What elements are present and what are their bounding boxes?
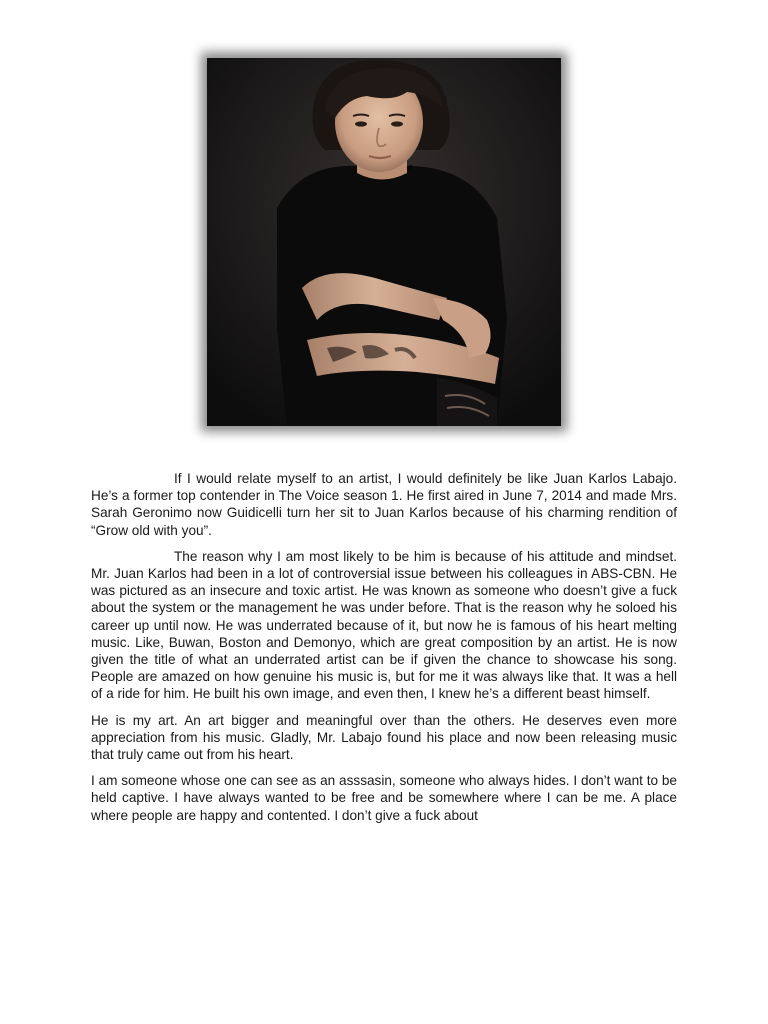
paragraph-4: I am someone whose one can see as an asssasin, someone who always hides. I don’t want to be held captive. I have always wanted to be free and be somewhere where I can be me. A place where people are happy and contented. I don’t give a fuck about xyxy=(91,773,677,823)
portrait-illustration xyxy=(207,58,561,426)
essay-body xyxy=(91,470,677,833)
portrait-photo xyxy=(207,58,561,426)
paragraph-2: The reason why I am most likely to be him is because of his attitude and mindset. Mr. Juan Karlos had been in a lot of controversial issue between his colleagues in ABS-CBN. He was pictured as an insecure and toxic artist. He was known as someone who doesn’t give a fuck about the system or the management he was under before. That is the reason why he soloed his career up until now. He was underrated because of it, but now he is famous of his heart melting music. Like, Buwan, Boston and Demonyo, which are great composition by an artist. He is now given the title of what an underrated artist can be if given the chance to showcase his song. People are amazed on how genuine his music is, but for me it was always like that. It was a hell of a ride for him. He built his own image, and even then, I knew he’s a different beast himself. xyxy=(91,548,677,702)
paragraph-1: If I would relate myself to an artist, I would definitely be like Juan Karlos Labajo. He’s a former top contender in The Voice season 1. He first aired in June 7, 2014 and made Mrs. Sarah Geronimo now Guidicelli turn her sit to Juan Karlos because of his charming rendition of “Grow old with you”. xyxy=(91,471,677,538)
paragraph-3: He is my art. An art bigger and meaningful over than the others. He deserves even more appreciation from his music. Gladly, Mr. Labajo found his place and now been releasing music that truly came out from his heart. xyxy=(91,712,677,763)
